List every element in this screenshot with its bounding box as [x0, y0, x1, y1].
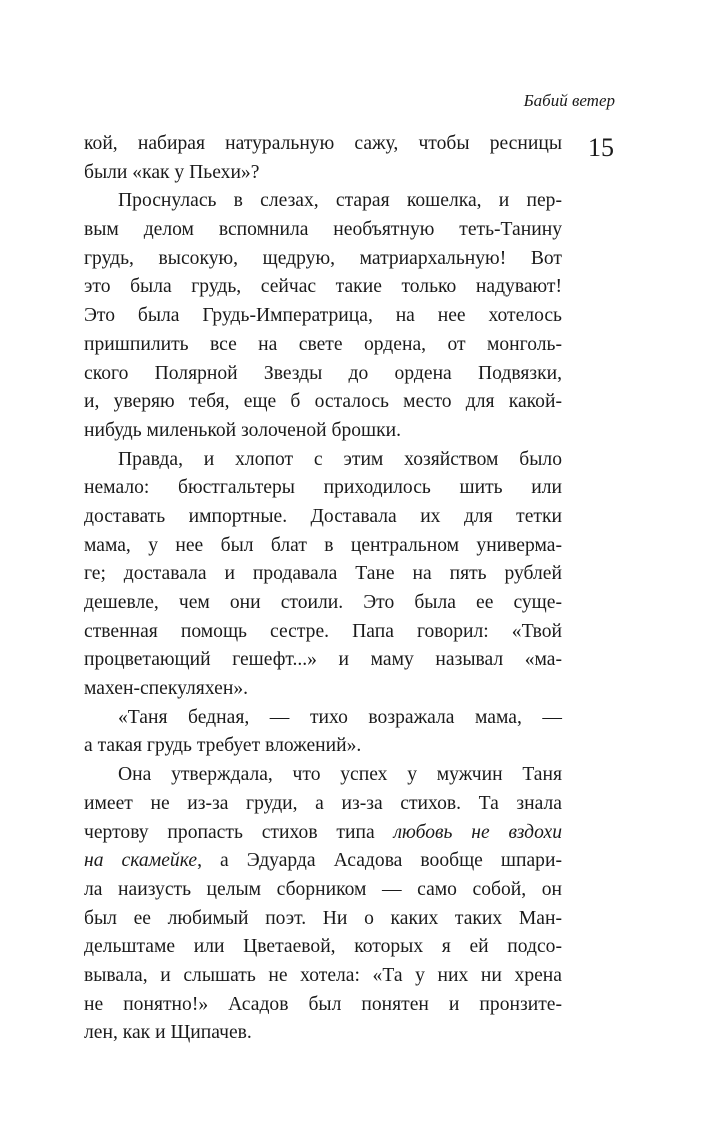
text-line: грудь, высокую, щедрую, матриархальную! Вот: [84, 247, 562, 269]
line-text: чертову пропасть стихов типа: [84, 821, 394, 843]
paragraph-first-line: «Таня бедная, — тихо возражала мама, —: [118, 706, 562, 728]
text-line: вым делом вспомнила необъятную теть-Танину: [84, 219, 562, 241]
text-line: имеет не из-за груди, а из-за стихов. Та знала: [84, 792, 562, 814]
paragraph-first-line: Проснулась в слезах, старая кошелка, и пер-: [118, 190, 562, 212]
body-text: [84, 130, 562, 1048]
text-line: Это была Грудь-Императрица, на нее хотелось: [84, 305, 562, 327]
text-line: ге; доставала и продавала Тане на пять рублей: [84, 563, 562, 585]
text-line-with-italic: [84, 847, 562, 876]
text-line: ственная помощь сестре. Папа говорил: «Твой: [84, 620, 562, 642]
text-line: вывала, и слышать не хотела: «Та у них ни хрена: [84, 964, 562, 986]
text-line: немало: бюстгальтеры приходилось шить или: [84, 477, 562, 499]
text-line-with-italic: [84, 819, 562, 848]
text-line: лен, как и Щипачев.: [84, 1022, 252, 1044]
paragraph-first-line: Правда, и хлопот с этим хозяйством было: [118, 448, 562, 470]
text-line: был ее любимый поэт. Ни о каких таких Ман-: [84, 907, 562, 929]
page-number: 15: [588, 133, 614, 162]
text-line: кой, набирая натуральную сажу, чтобы ресницы: [84, 133, 562, 154]
text-line: ла наизусть целым сборником — само собой, он: [84, 878, 562, 900]
text-line: мама, у нее был блат в центральном универма-: [84, 534, 562, 556]
text-line: а такая грудь требует вложений».: [84, 735, 362, 757]
paragraph-first-line: Она утверждала, что успех у мужчин Таня: [118, 764, 562, 786]
text-line: доставать импортные. Доставала их для тетки: [84, 505, 562, 527]
text-line: ского Полярной Звезды до ордена Подвязки,: [84, 362, 562, 384]
running-head-title: Бабий ветер: [523, 91, 615, 110]
text-line: были «как у Пьехи»?: [84, 161, 260, 183]
text-line: пришпилить все на свете ордена, от монголь-: [84, 333, 562, 355]
text-line: дельштаме или Цветаевой, которых я ей подсо-: [84, 936, 562, 958]
text-line: не понятно!» Асадов был понятен и пронзите-: [84, 993, 562, 1015]
line-text: , а Эдуарда Асадова вообще шпари-: [197, 850, 562, 872]
text-line: процветающий гешефт...» и маму называл «ма-: [84, 649, 562, 671]
text-line: это была грудь, сейчас такие только надувают!: [84, 276, 562, 298]
text-line: нибудь миленькой золоченой брошки.: [84, 419, 402, 441]
text-line: махен-спекуляхен».: [84, 678, 249, 700]
italic-quote: на скамейке: [84, 850, 198, 872]
text-line: дешевле, чем они стоили. Это была ее суще-: [84, 592, 562, 613]
italic-quote: любовь не вздохи: [393, 821, 562, 843]
text-line: и, уверяю тебя, еще б осталось место для какой-: [84, 391, 562, 413]
